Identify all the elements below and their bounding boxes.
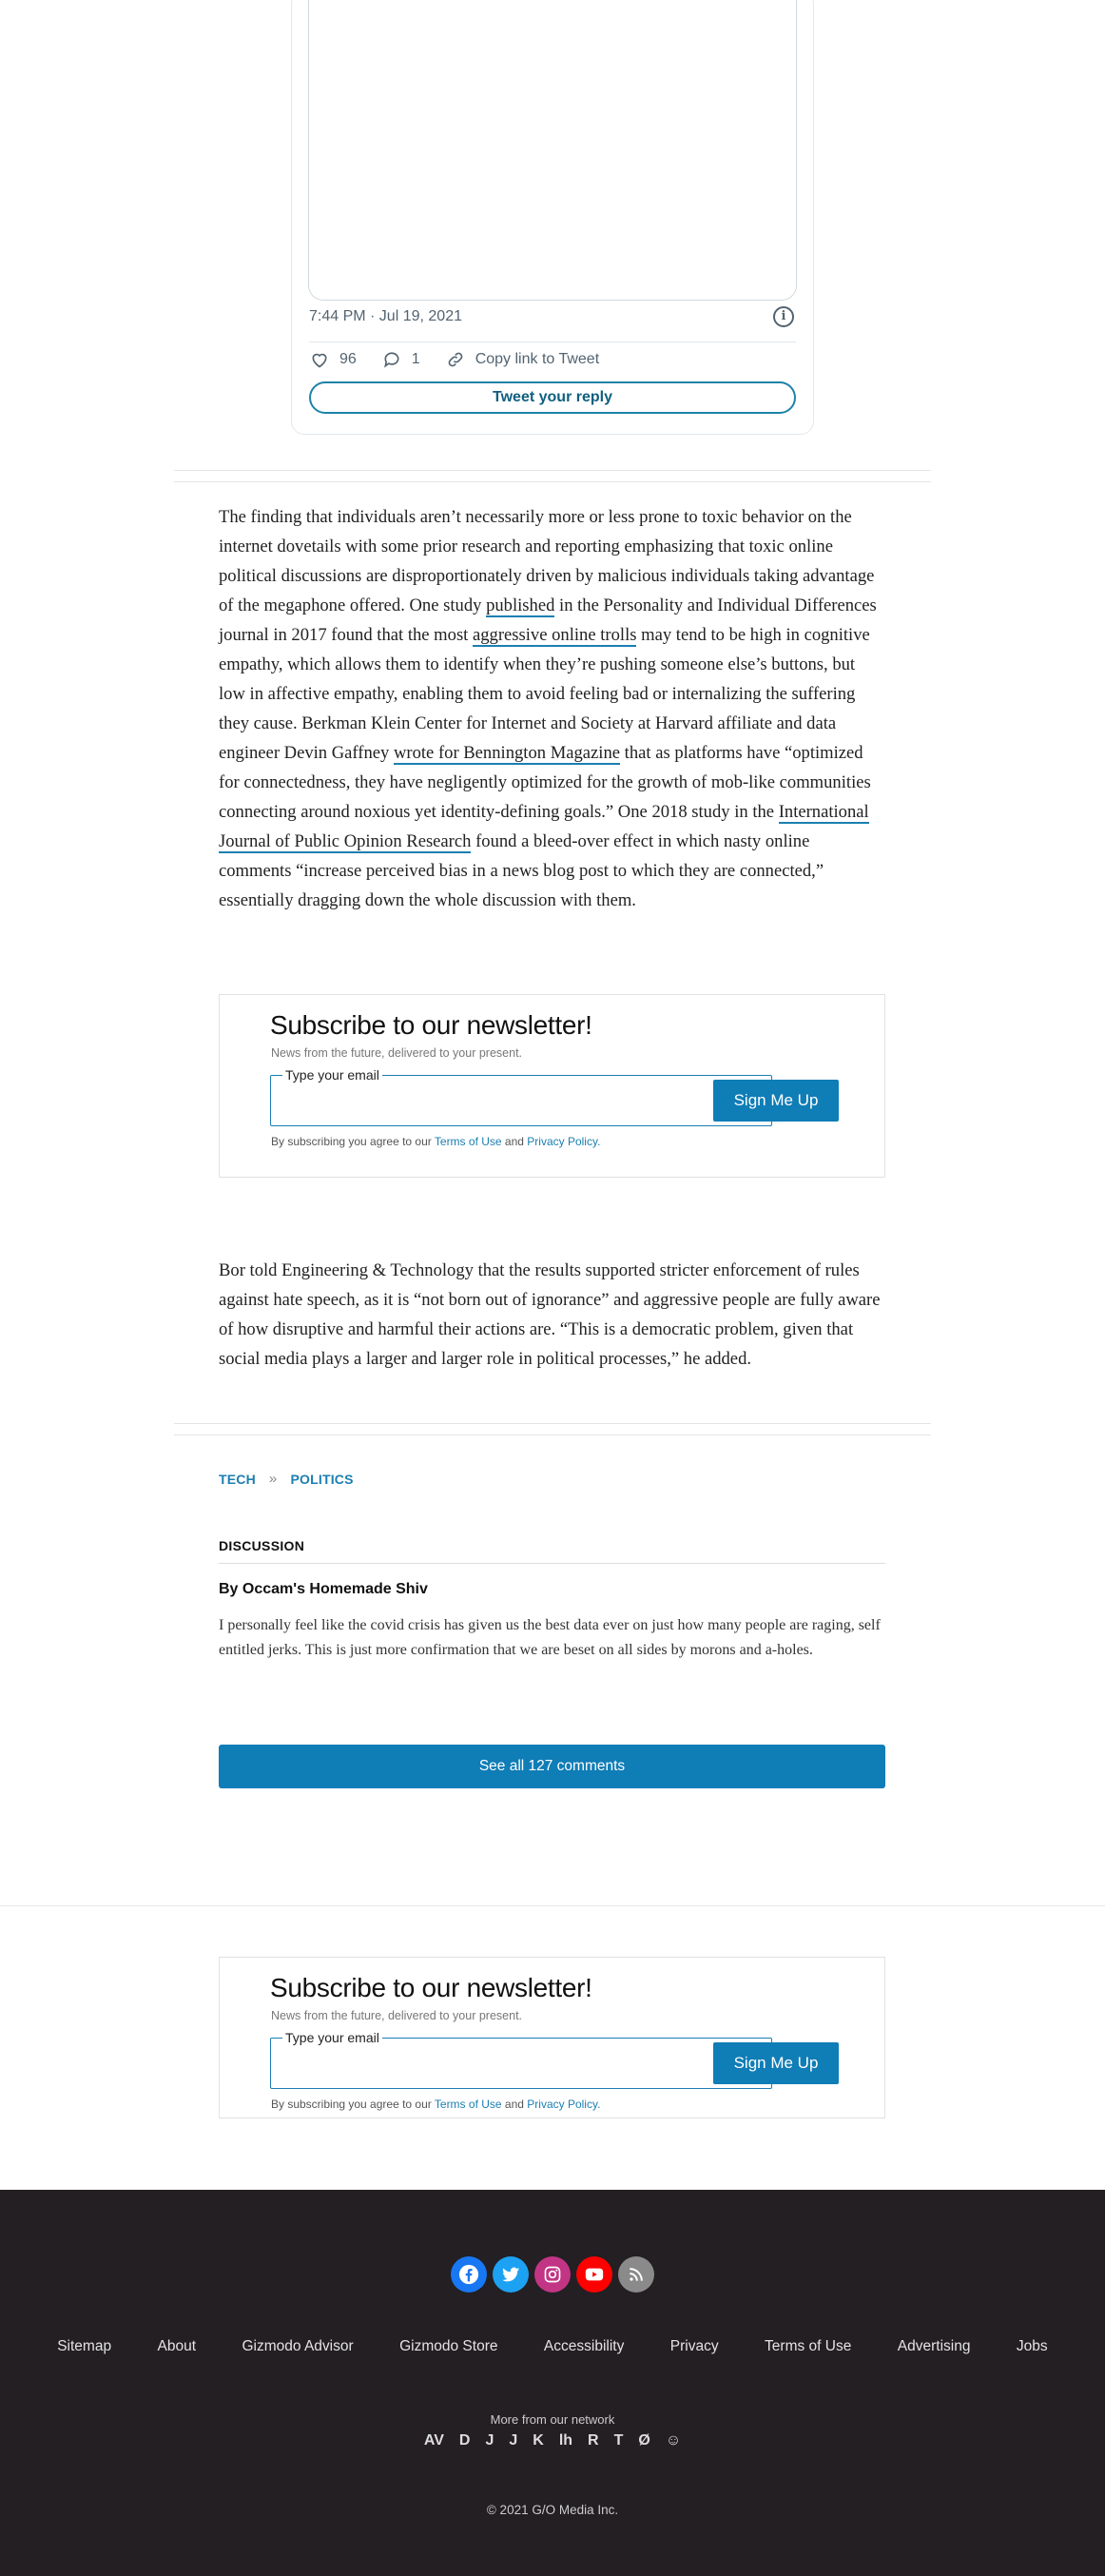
comment-icon [381, 349, 402, 370]
article-paragraph: Bor told Engineering & Technology that the results supported stricter enforcement of rules against hate speech, as it is “not born out of ignorance” and aggressive people are fully aware of how disruptive and harmful their actions are. “This is a democratic problem, given that social media plays a larger and larger role in political processes,” he added. [219, 1260, 881, 1369]
paragraph-text: found a bleed-over effect in which nasty online comments “increase perceived bias in a news blog post to which they are connected,” essentially dragging down the whole discussion with them. [219, 831, 824, 910]
newsletter-subtitle: News from the future, delivered to your present. [271, 1046, 523, 1060]
like-count: 96 [339, 351, 357, 367]
newsletter-title: Subscribe to our newsletter! [270, 1010, 592, 1040]
divider [174, 481, 931, 482]
tag-politics[interactable]: POLITICS [290, 1471, 354, 1487]
facebook-icon[interactable] [451, 2256, 487, 2293]
kotaku-logo[interactable]: K [533, 2432, 544, 2449]
embedded-tweet [291, 0, 814, 435]
reply-count-button[interactable] [381, 349, 420, 370]
divider [219, 1563, 885, 1564]
newsletter-title: Subscribe to our newsletter! [270, 1973, 592, 2002]
copy-link-button[interactable] [445, 349, 599, 370]
footer-link-accessibility[interactable]: Accessibility [543, 2338, 625, 2354]
legal-text: By subscribing you agree to our [271, 2098, 435, 2111]
link-aggressive-online-trolls[interactable]: aggressive online trolls [473, 625, 637, 645]
copy-link-label: Copy link to Tweet [475, 351, 600, 367]
footer-link-about[interactable]: About [157, 2338, 197, 2354]
comment-author[interactable]: By Occam's Homemade Shiv [219, 1581, 428, 1597]
lifehacker-logo[interactable]: lh [558, 2432, 573, 2449]
jalopnik-logo[interactable]: J [485, 2432, 494, 2449]
email-field[interactable] [270, 1067, 772, 1126]
footer-link-privacy[interactable]: Privacy [669, 2338, 719, 2354]
newsletter-legal [271, 1135, 600, 1148]
newsletter-subtitle: News from the future, delivered to your present. [271, 2009, 523, 2022]
sign-me-up-button[interactable]: Sign Me Up [713, 2042, 839, 2084]
see-all-comments-button[interactable]: See all 127 comments [219, 1745, 885, 1788]
chevron-right-icon: » [268, 1471, 278, 1487]
divider [0, 1905, 1105, 1906]
twitter-icon[interactable] [493, 2256, 529, 2293]
deadspin-logo[interactable]: D [458, 2432, 471, 2449]
copyright: © 2021 G/O Media Inc. [486, 2503, 619, 2517]
tweet-media[interactable] [308, 0, 797, 301]
tweet-actions [309, 343, 624, 376]
tweet-timestamp[interactable]: 7:44 PM · Jul 19, 2021 [309, 308, 462, 324]
article-paragraph [219, 502, 884, 915]
legal-text: By subscribing you agree to our [271, 1135, 435, 1148]
link-bennington-magazine[interactable]: wrote for Bennington Magazine [393, 743, 621, 763]
av-club-logo[interactable]: AV [423, 2432, 444, 2449]
link-ijpor[interactable]: International Journal of Public Opinion Research [219, 802, 869, 851]
terms-link[interactable]: Terms of Use [434, 1135, 502, 1148]
divider [174, 1434, 931, 1435]
paragraph-text: may tend to be high in cognitive empathy, which allows them to identify when they’re pushing someone else’s buttons, but low in affective empathy, enabling them to avoid feeling bad or internalizing the suffering they cause. Berkman Klein Center for Internet and Society at Harvard affiliate and data engineer Devin Gaffney [219, 625, 870, 763]
the-takeout-logo[interactable]: T [613, 2432, 624, 2449]
footer-link-gizmodo-store[interactable]: Gizmodo Store [399, 2338, 498, 2354]
the-onion-logo[interactable]: ☺ [665, 2432, 682, 2449]
paragraph-text: in the Personality and Individual Differences journal in 2017 found that the most [219, 595, 877, 645]
paragraph-text: The finding that individuals aren’t necessarily more or less prone to toxic behavior on the internet dovetails with some prior research and reporting emphasizing that toxic online political discussions are disproportionately driven by malicious individuals taking advantage of the megaphone offered. One study [219, 507, 875, 615]
the-root-logo[interactable]: R [588, 2432, 599, 2449]
email-label: Type your email [282, 1067, 382, 1083]
discussion-title: DISCUSSION [219, 1538, 305, 1553]
link-published[interactable]: published [486, 595, 555, 615]
link-icon [445, 349, 466, 370]
newsletter-box [219, 994, 885, 1178]
footer-link-terms[interactable]: Terms of Use [765, 2338, 852, 2354]
reply-count: 1 [411, 351, 420, 367]
email-field[interactable] [270, 2030, 772, 2089]
youtube-icon[interactable] [576, 2256, 612, 2293]
legal-text: and [501, 2098, 528, 2111]
heart-icon [309, 349, 330, 370]
newsletter-legal [271, 2098, 600, 2111]
network-logos [0, 2432, 1105, 2449]
tag-list [219, 1471, 354, 1487]
footer-link-gizmodo-advisor[interactable]: Gizmodo Advisor [242, 2338, 354, 2354]
like-button[interactable] [309, 349, 357, 370]
tag-tech[interactable]: TECH [219, 1471, 256, 1487]
legal-text: and [501, 1135, 528, 1148]
privacy-link[interactable]: Privacy Policy. [527, 2098, 601, 2111]
network-title: More from our network [490, 2412, 615, 2427]
the-inventory-logo[interactable]: Ø [638, 2432, 650, 2449]
social-links [0, 2256, 1105, 2293]
instagram-icon[interactable] [534, 2256, 571, 2293]
terms-link[interactable]: Terms of Use [434, 2098, 502, 2111]
footer-link-sitemap[interactable]: Sitemap [57, 2338, 112, 2354]
rss-icon[interactable] [618, 2256, 654, 2293]
email-label: Type your email [282, 2030, 382, 2045]
newsletter-box [219, 1957, 885, 2118]
divider [174, 470, 931, 471]
jezebel-logo[interactable]: J [509, 2432, 518, 2449]
comment-body: I personally feel like the covid crisis has given us the best data ever on just how many people are raging, self entitled jerks. This is just more confirmation that we are beset on all sides by morons and a-holes. [219, 1617, 881, 1658]
site-footer [0, 2190, 1105, 2576]
footer-link-jobs[interactable]: Jobs [1016, 2338, 1048, 2354]
info-icon[interactable]: i [773, 306, 794, 327]
divider [174, 1423, 931, 1424]
paragraph-text: that as platforms have “optimized for connectedness, they have negligently optimized for the growth of mob-like communities connecting around noxious yet identity-defining goals.” One 2018 study in the [219, 743, 871, 822]
sign-me-up-button[interactable]: Sign Me Up [713, 1080, 839, 1122]
footer-link-advertising[interactable]: Advertising [897, 2338, 971, 2354]
footer-links [0, 2338, 1105, 2355]
tweet-reply-button[interactable]: Tweet your reply [309, 381, 796, 414]
privacy-link[interactable]: Privacy Policy. [527, 1135, 601, 1148]
